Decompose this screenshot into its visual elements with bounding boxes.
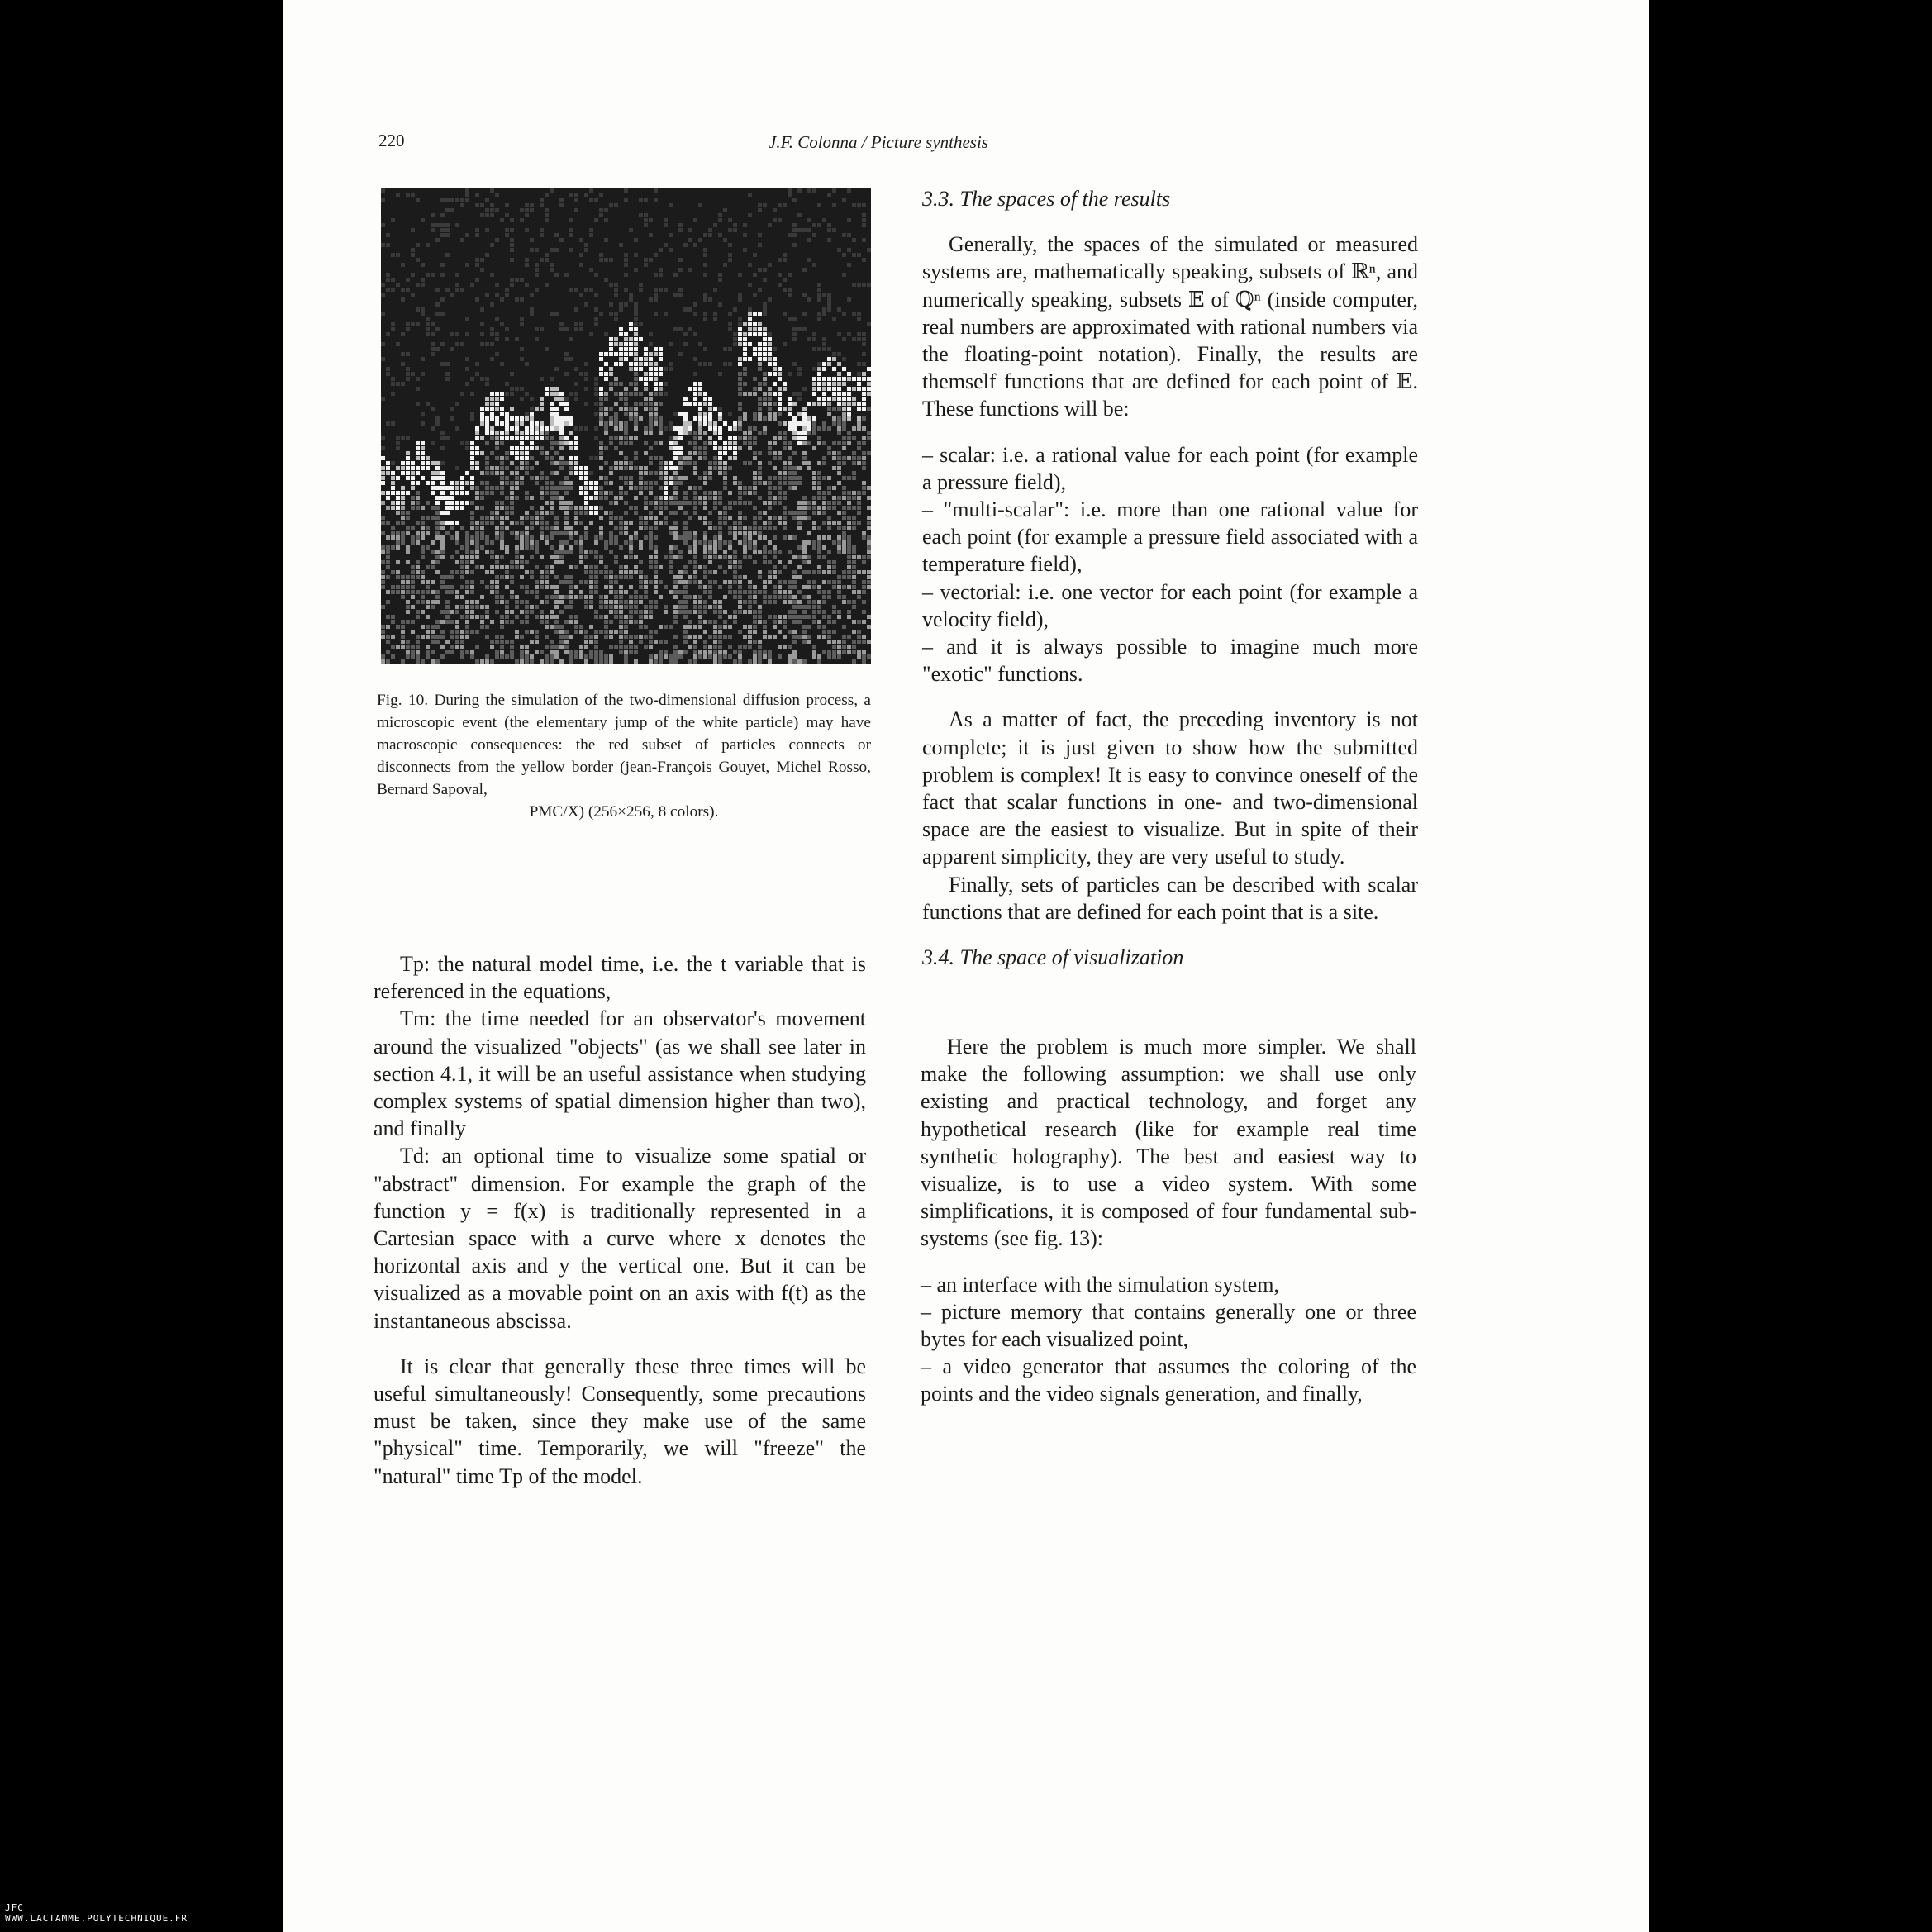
section-heading-3-4: 3.4. The space of visualization xyxy=(922,945,1184,970)
diffusion-simulation-picture xyxy=(381,188,871,664)
paragraph-matter-of-fact: As a matter of fact, the preceding inventory is not complete; it is just given to show how the submitted problem is complex! It is easy to convince oneself of the fact that scalar functions in one- and two-dimensional space are the easiest to visualize. But in spite of their apparent simplicity, they are very useful to study. xyxy=(922,707,1418,869)
caption-text: Fig. 10. During the simulation of the two-dimensional diffusion process, a microscopic event (the elementary jump of the white particle) may have macroscopic consequences: the red subset of particles connects or disconnects from the yellow border (jean-François Gouyet, Michel Rosso, Bernard Sapoval, xyxy=(377,692,871,798)
paragraph-tp: Tp: the natural model time, i.e. the t variable that is referenced in the equations, xyxy=(374,952,866,1004)
spacer xyxy=(922,423,1418,441)
spacer xyxy=(922,212,1418,231)
figure-10-image xyxy=(381,188,871,664)
section-heading-3-3: 3.3. The spaces of the results xyxy=(922,187,1171,211)
spacer xyxy=(922,688,1418,706)
list-item-vectorial: – vectorial: i.e. one vector for each point (for example a velocity field), xyxy=(922,579,1418,631)
caption-last-line: PMC/X) (256×256, 8 colors). xyxy=(529,803,719,821)
left-column xyxy=(374,950,866,1490)
spacer xyxy=(374,1335,866,1353)
right-column-top xyxy=(922,185,1418,971)
paragraph-tm: Tm: the time needed for an observator's movement around the visualized "objects" (as we shall see later in section 4.1, it will be an useful assistance when studying complex systems of spatial dimension higher than two), and finally xyxy=(374,1006,866,1141)
right-column-bottom xyxy=(921,1033,1416,1408)
list-item-multi-scalar: – "multi-scalar": i.e. more than one rational value for each point (for example a pressure field associated with a temperature field), xyxy=(922,497,1418,577)
figure-caption xyxy=(377,689,871,823)
paragraph-here: Here the problem is much more simpler. We shall make the following assumption: we shall use only existing and practical technology, and forget any hypothetical research (like for example real time synthetic holography). The best and easiest way to visualize, is to use a video system. With some simplifications, it is composed of four fundamental sub-systems (see fig. 13): xyxy=(921,1035,1416,1251)
list-item-picture-memory: – picture memory that contains generally one or three bytes for each visualized point, xyxy=(921,1299,1416,1352)
running-title: J.F. Colonna / Picture synthesis xyxy=(769,132,988,152)
paragraph-finally: Finally, sets of particles can be described with scalar functions that are defined for each point that is a site. xyxy=(922,872,1418,924)
credit-url: WWW.LACTAMME.POLYTECHNIQUE.FR xyxy=(5,1913,188,1924)
paragraph-generally: Generally, the spaces of the simulated or measured systems are, mathematically speaking, subsets of ℝⁿ, and numerically speaking, subsets 𝔼 of ℚⁿ (inside computer, real numbers are approximated with rational numbers via the floating-point notation). Finally, the results are themself functions that are defined for each point of 𝔼. These functions will be: xyxy=(922,232,1418,421)
site-credit xyxy=(5,1902,188,1924)
list-item-exotic: – and it is always possible to imagine much more "exotic" functions. xyxy=(922,635,1418,687)
list-item-video-generator: – a video generator that assumes the coloring of the points and the video signals generation, and finally, xyxy=(921,1354,1416,1406)
list-item-interface: – an interface with the simulation system, xyxy=(921,1272,1279,1297)
paragraph-td: Td: an optional time to visualize some spatial or "abstract" dimension. For example the graph of the function y = f(x) is traditionally represented in a Cartesian space with a curve where x denotes the horizontal axis and y the vertical one. But it can be visualized as a movable point on an axis with f(t) as the instantaneous abscissa. xyxy=(374,1144,866,1333)
credit-initials: JFC xyxy=(5,1902,24,1913)
paragraph-clear: It is clear that generally these three times will be useful simultaneously! Consequently, some precautions must be taken, since they make use of the same "physical" time. Temporarily, we will "freeze" the "natural" time Tp of the model. xyxy=(374,1354,866,1488)
spacer xyxy=(922,926,1418,944)
list-item-scalar: – scalar: i.e. a rational value for each point (for example a pressure field), xyxy=(922,442,1418,494)
page-number: 220 xyxy=(378,131,405,150)
spacer xyxy=(921,1253,1416,1271)
